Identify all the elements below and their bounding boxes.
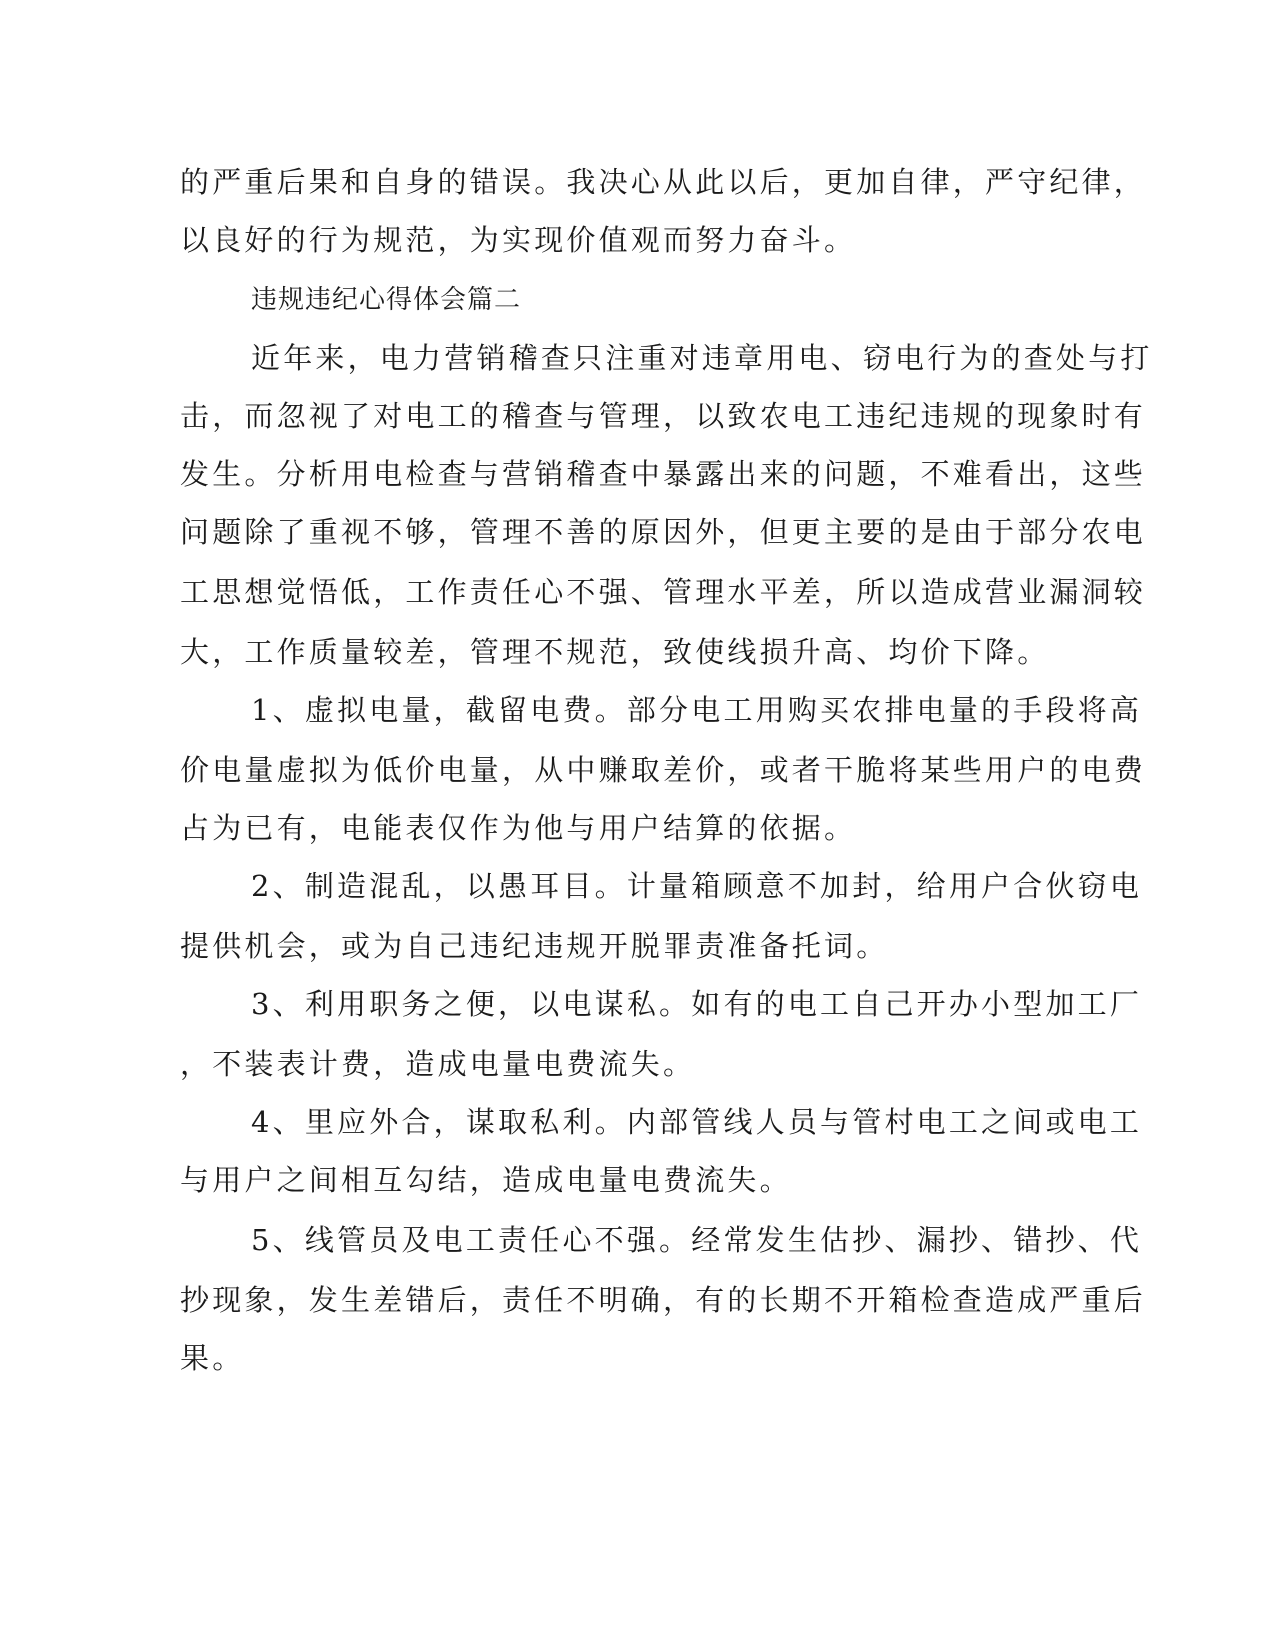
text-line: 近年来，电力营销稽查只注重对违章用电、窃电行为的查处与打: [251, 341, 1153, 375]
text-line: 问题除了重视不够，管理不善的原因外，但更主要的是由于部分农电: [180, 515, 1147, 549]
text-line: 抄现象，发生差错后，责任不明确，有的长期不开箱检查造成严重后: [180, 1283, 1147, 1317]
text-line: 击，而忽视了对电工的稽查与管理，以致农电工违纪违规的现象时有: [180, 399, 1147, 433]
text-line: 以良好的行为规范，为实现价值观而努力奋斗。: [180, 223, 857, 257]
list-item-line: 3、利用职务之便，以电谋私。如有的电工自己开办小型加工厂: [251, 987, 1143, 1021]
list-item-line: 4、里应外合，谋取私利。内部管线人员与管村电工之间或电工: [251, 1105, 1143, 1139]
text-line: ，不装表计费，造成电量电费流失。: [180, 1047, 696, 1081]
list-item-line: 5、线管员及电工责任心不强。经常发生估抄、漏抄、错抄、代: [251, 1223, 1143, 1257]
text-line: 工思想觉悟低，工作责任心不强、管理水平差，所以造成营业漏洞较: [180, 575, 1147, 609]
text-line: 大，工作质量较差，管理不规范，致使线损升高、均价下降。: [180, 635, 1050, 669]
text-line: 提供机会，或为自己违纪违规开脱罪责准备托词。: [180, 929, 889, 963]
section-heading: 违规违纪心得体会篇二: [251, 285, 522, 315]
text-line: 的严重后果和自身的错误。我决心从此以后，更加自律，严守纪律，: [180, 165, 1147, 199]
list-item-line: 2、制造混乱，以愚耳目。计量箱顾意不加封，给用户合伙窃电: [251, 869, 1143, 903]
text-line: 与用户之间相互勾结，造成电量电费流失。: [180, 1163, 792, 1197]
text-line: 果。: [180, 1341, 245, 1375]
text-line: 价电量虚拟为低价电量，从中赚取差价，或者干脆将某些用户的电费: [180, 753, 1147, 787]
text-line: 占为已有，电能表仅作为他与用户结算的依据。: [180, 811, 857, 845]
text-line: 发生。分析用电检查与营销稽查中暴露出来的问题，不难看出，这些: [180, 457, 1147, 491]
list-item-line: 1、虚拟电量，截留电费。部分电工用购买农排电量的手段将高: [251, 693, 1143, 727]
